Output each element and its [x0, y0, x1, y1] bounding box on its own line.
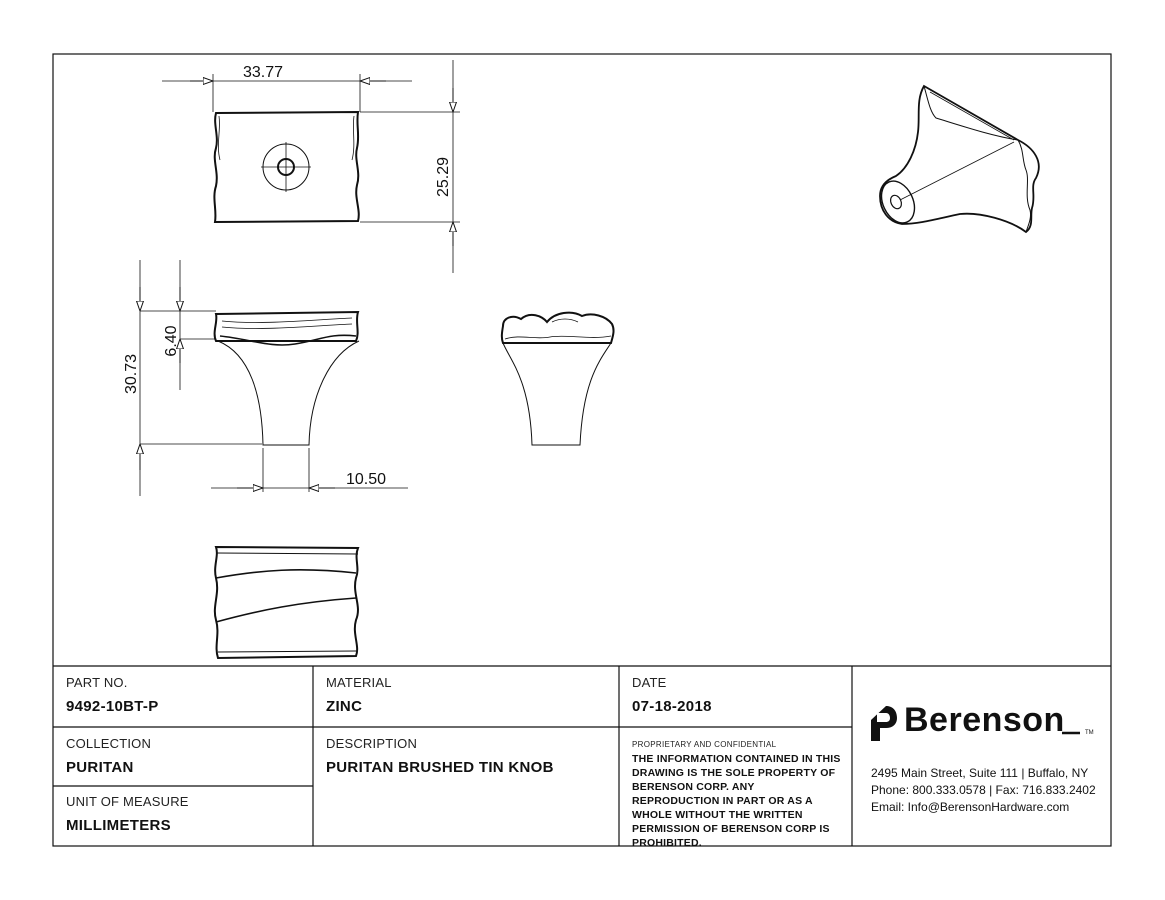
berenson-b-mark-icon — [871, 706, 897, 741]
part-no-value: 9492-10BT-P — [66, 698, 159, 715]
collection-label: COLLECTION — [66, 736, 152, 751]
company-address: 2495 Main Street, Suite 111 | Buffalo, NY — [871, 766, 1089, 780]
dim-label-height: 30.73 — [123, 353, 140, 395]
unit-label: UNIT OF MEASURE — [66, 794, 189, 809]
description-value: PURITAN BRUSHED TIN KNOB — [326, 759, 554, 776]
side-view — [502, 313, 614, 445]
collection-value: PURITAN — [66, 759, 134, 776]
material-label: MATERIAL — [326, 675, 392, 690]
dim-label-depth: 25.29 — [435, 156, 452, 198]
dimension-width-top — [162, 74, 412, 112]
bottom-view — [215, 547, 358, 658]
company-phone-fax: Phone: 800.333.0578 | Fax: 716.833.2402 — [871, 783, 1096, 797]
dim-label-base: 10.50 — [345, 471, 387, 488]
top-view — [214, 112, 358, 222]
date-label: DATE — [632, 675, 667, 690]
notice-header: PROPRIETARY AND CONFIDENTIAL — [632, 740, 777, 749]
part-no-label: PART NO. — [66, 675, 128, 690]
front-view — [215, 312, 359, 445]
notice-body: THE INFORMATION CONTAINED IN THIS DRAWING IS THE SOLE PROPERTY OF BERENSON CORP. ANY REPRODUCTION IN PART OR AS A WHOLE WITHOUT THE WRITTEN PERMISSION OF BERENSON CORP IS PROHIBITED. — [632, 753, 841, 849]
dim-label-width: 33.77 — [242, 64, 284, 81]
dim-label-head: 6.40 — [163, 325, 180, 357]
dimension-head-thickness — [180, 260, 216, 390]
material-value: ZINC — [326, 698, 363, 715]
title-block-grid — [53, 666, 1111, 846]
isometric-view — [875, 86, 1039, 232]
company-email[interactable]: Email: Info@BerensonHardware.com — [871, 800, 1070, 814]
trademark-mark: TM — [1085, 730, 1094, 736]
description-label: DESCRIPTION — [326, 736, 418, 751]
unit-value: MILLIMETERS — [66, 817, 171, 834]
date-value: 07-18-2018 — [632, 698, 712, 715]
dimension-height-total — [140, 260, 262, 496]
company-name: Berenson — [904, 701, 1065, 739]
